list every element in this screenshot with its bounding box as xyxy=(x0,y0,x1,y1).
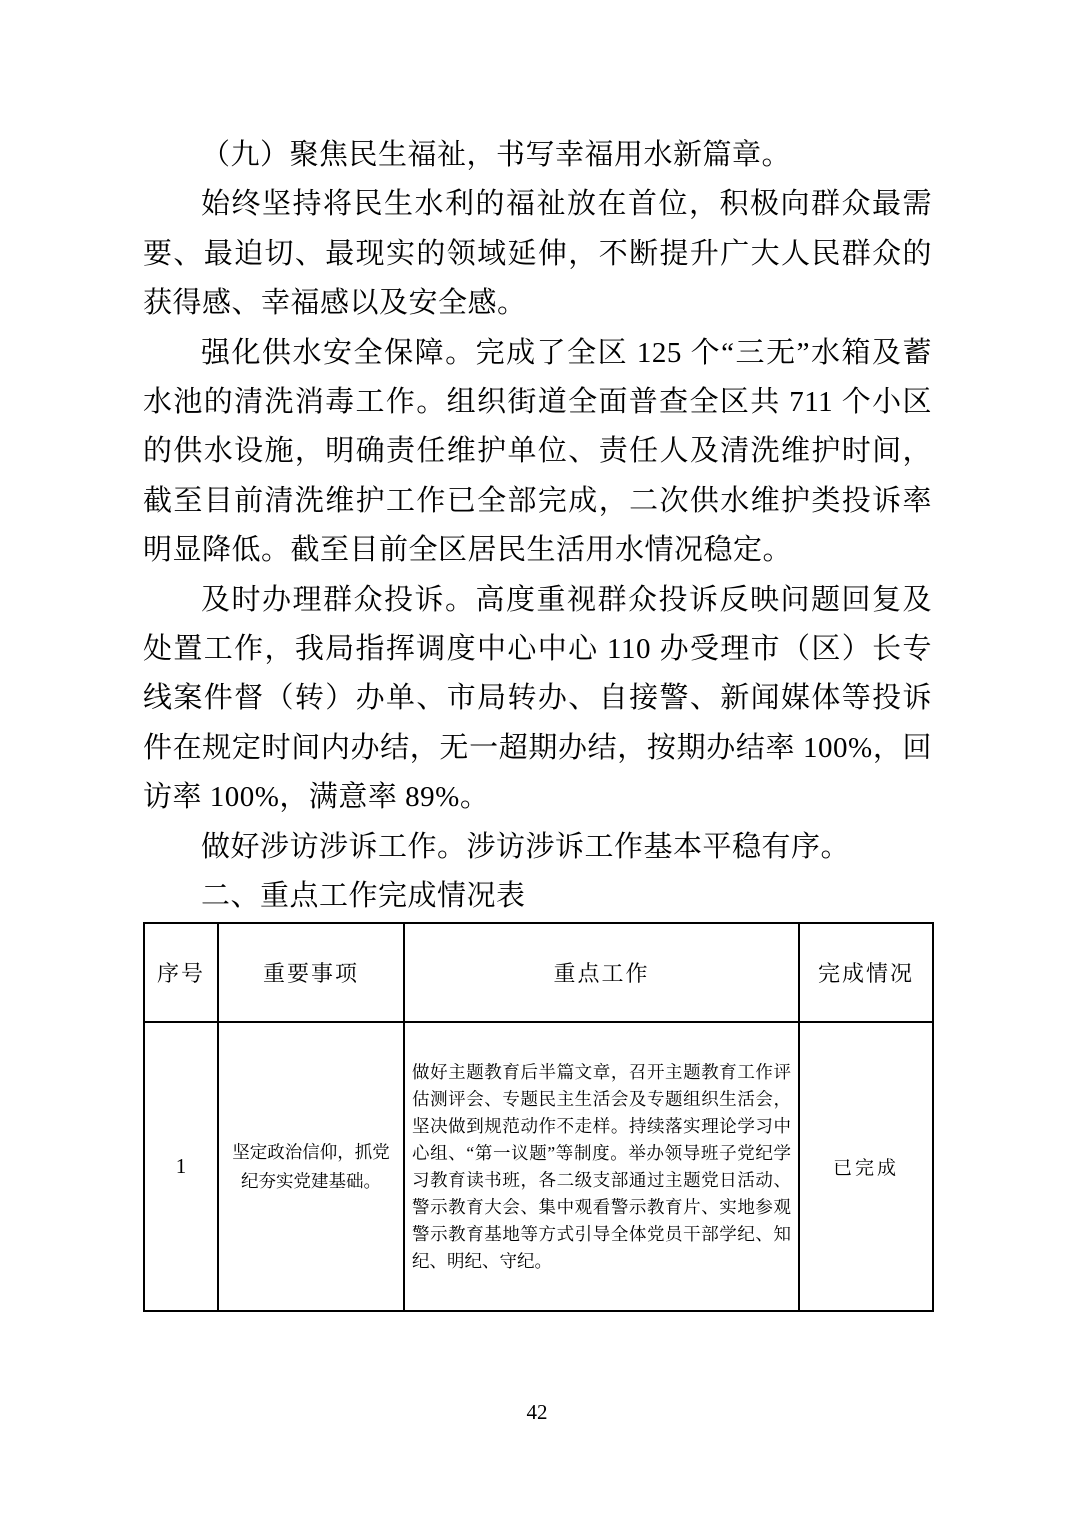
column-header-serial-number: 序号 xyxy=(144,923,218,1022)
paragraph-water-supply-safety: 强化供水安全保障。完成了全区 125 个“三无”水箱及蓄水池的清洗消毒工作。组织街道全面普查全区共 711 个小区的供水设施，明确责任维护单位、责任人及清洗维护时间，截至目前清洗维护工作已全部完成，二次供水维护类投诉率明显降低。截至目前全区居民生活用水情况稳定。 xyxy=(143,336,932,567)
subsection-heading-nine: （九）聚焦民生福祉，书写幸福用水新篇章。 xyxy=(201,139,792,171)
column-header-completion-status: 完成情况 xyxy=(799,923,933,1022)
column-header-important-matters: 重要事项 xyxy=(218,923,404,1022)
key-work-completion-table xyxy=(143,922,934,1312)
document-body xyxy=(143,131,932,922)
paragraph-people-welfare: 始终坚持将民生水利的福祉放在首位，积极向群众最需要、最迫切、最现实的领域延伸，不断提升广大人民群众的获得感、幸福感以及安全感。 xyxy=(143,188,932,320)
cell-important-matter: 坚定政治信仰，抓党纪夯实党建基础。 xyxy=(218,1022,404,1311)
paragraph-petitions-litigation: 做好涉访涉诉工作。涉访涉诉工作基本平稳有序。 xyxy=(201,830,851,863)
table-header-row xyxy=(144,923,933,1022)
cell-key-work: 做好主题教育后半篇文章，召开主题教育工作评估测评会、专题民主生活会及专题组织生活会，坚决做到规范动作不走样。持续落实理论学习中心组、“第一议题”等制度。举办领导班子党纪学习教育读书班，各二级支部通过主题党日活动、警示教育大会、集中观看警示教育片、实地参观警示教育基地等方式引导全体党员干部学纪、知纪、明纪、守纪。 xyxy=(404,1022,799,1311)
cell-completion-status: 已完成 xyxy=(799,1022,933,1311)
cell-serial-number: 1 xyxy=(144,1022,218,1311)
table-row xyxy=(144,1022,933,1311)
paragraph-public-complaints: 及时办理群众投诉。高度重视群众投诉反映问题回复及处置工作，我局指挥调度中心中心 110 办受理市（区）长专线案件督（转）办单、市局转办、自接警、新闻媒体等投诉件在规定时间内办结，无一超期办结，按期办结率 100%，回访率 100%，满意率 89%。 xyxy=(143,583,932,814)
column-header-key-work: 重点工作 xyxy=(404,923,799,1022)
page-number: 42 xyxy=(526,1400,548,1424)
section-two-heading: 二、重点工作完成情况表 xyxy=(201,880,526,913)
